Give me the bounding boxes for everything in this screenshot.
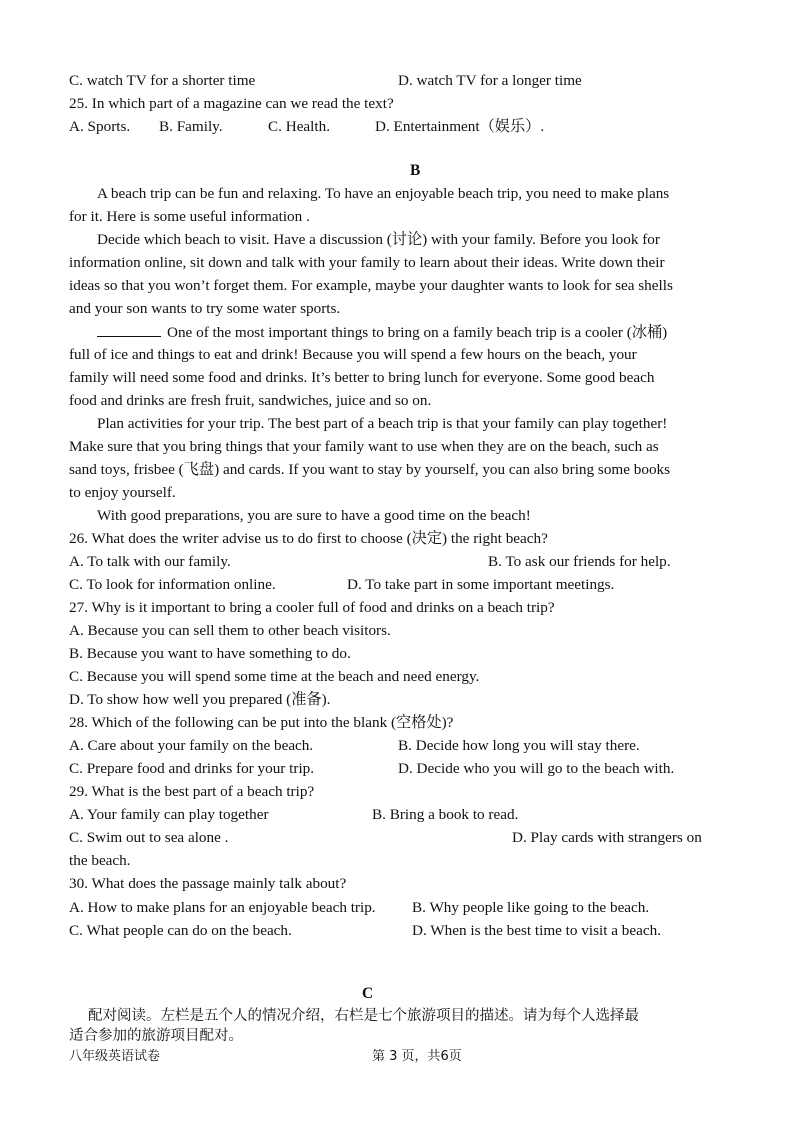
passage-line: and your son wants to try some water sports. [69,300,341,317]
question-25: 25. In which part of a magazine can we read the text? [69,95,394,112]
option-26b: B. To ask our friends for help. [488,553,671,570]
option-30a: A. How to make plans for an enjoyable beach trip. [69,899,376,916]
option-25d: D. Entertainment（娱乐）. [375,118,545,135]
passage-line: Plan activities for your trip. The best part of a beach trip is that your family can play together! [97,415,668,432]
section-c-instructions: 配对阅读。左栏是五个人的情况介绍，右栏是七个旅游项目的描述。请为每个人选择最 [88,1008,639,1024]
passage-line-with-blank [97,322,667,343]
passage-line: information online, sit down and talk with your family to learn about their ideas. Write down their [69,254,665,271]
option-27c: C. Because you will spend some time at the beach and need energy. [69,668,480,685]
passage-text: One of the most important things to bring on a family beach trip is a cooler (冰桶) [167,324,668,341]
option-26a: A. To talk with our family. [69,553,231,570]
passage-line: sand toys, frisbee (飞盘) and cards. If you want to stay by yourself, you can also bring some books [69,461,671,478]
question-26: 26. What does the writer advise us to do first to choose (决定) the right beach? [69,530,548,547]
passage-line: ideas so that you won’t forget them. For example, maybe your daughter wants to look for sea shells [69,277,673,294]
option-28b: B. Decide how long you will stay there. [398,737,640,754]
option-30c: C. What people can do on the beach. [69,922,292,939]
option-28a: A. Care about your family on the beach. [69,737,314,754]
question-27: 27. Why is it important to bring a cooler full of food and drinks on a beach trip? [69,599,555,616]
passage-line: to enjoy yourself. [69,484,176,501]
section-c-heading: C [362,985,374,1002]
option-29c: C. Swim out to sea alone . [69,829,229,846]
question-30: 30. What does the passage mainly talk about? [69,875,347,892]
option-25b: B. Family. [159,118,223,135]
passage-line: With good preparations, you are sure to have a good time on the beach! [97,507,531,524]
option-24c: C. watch TV for a shorter time [69,72,256,89]
footer-exam-title: 八年级英语试卷 [69,1049,161,1064]
passage-line: for it. Here is some useful information . [69,208,310,225]
option-28d: D. Decide who you will go to the beach with. [398,760,675,777]
question-28: 28. Which of the following can be put into the blank (空格处)? [69,714,454,731]
option-28c: C. Prepare food and drinks for your trip. [69,760,315,777]
passage-line: Decide which beach to visit. Have a discussion (讨论) with your family. Before you look for [97,231,660,248]
option-27a: A. Because you can sell them to other beach visitors. [69,622,391,639]
option-29a: A. Your family can play together [69,806,269,823]
option-25c: C. Health. [268,118,331,135]
option-26c: C. To look for information online. [69,576,276,593]
option-27d: D. To show how well you prepared (准备). [69,691,331,708]
passage-line: full of ice and things to eat and drink! Because you will spend a few hours on the beach, your [69,346,637,363]
passage-line: A beach trip can be fun and relaxing. To have an enjoyable beach trip, you need to make plans [97,185,670,202]
footer-page-number: 第 3 页，共6页 [372,1049,462,1064]
option-30b: B. Why people like going to the beach. [412,899,650,916]
passage-line: food and drinks are fresh fruit, sandwiches, juice and so on. [69,392,432,409]
option-26d: D. To take part in some important meetings. [347,576,615,593]
question-29: 29. What is the best part of a beach trip? [69,783,315,800]
passage-line: Make sure that you bring things that your family want to use when they are on the beach, such as [69,438,659,455]
option-29b: B. Bring a book to read. [372,806,519,823]
option-30d: D. When is the best time to visit a beach. [412,922,661,939]
section-b-heading: B [410,162,421,179]
option-24d: D. watch TV for a longer time [398,72,582,89]
option-29d-continued: the beach. [69,852,131,869]
passage-line: family will need some food and drinks. It’s better to bring lunch for everyone. Some good beach [69,369,655,386]
option-29d: D. Play cards with strangers on [512,829,702,846]
section-c-instructions-continued: 适合参加的旅游项目配对。 [69,1028,243,1044]
option-27b: B. Because you want to have something to do. [69,645,351,662]
answer-blank [97,322,161,337]
option-25a: A. Sports. [69,118,131,135]
